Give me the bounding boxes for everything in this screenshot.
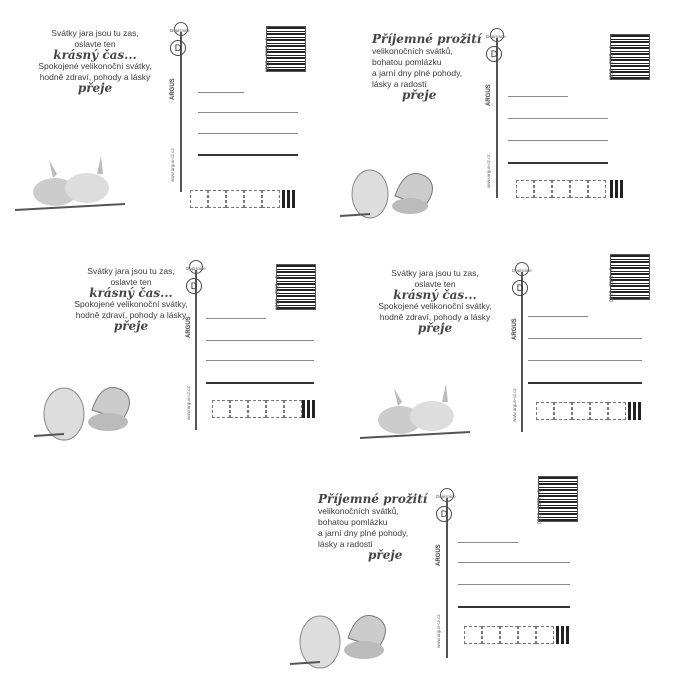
product-code: 0812 - 0509 - 4 bbox=[265, 38, 271, 72]
greeting-line: přeje bbox=[113, 319, 149, 333]
product-code: 0812 - 0509 - 4 bbox=[609, 46, 615, 80]
zip-box bbox=[590, 402, 608, 420]
greeting-line: velikonočních svátků, bbox=[372, 46, 453, 56]
address-line bbox=[198, 133, 298, 134]
brand-logo: ARGUS bbox=[486, 84, 492, 106]
zip-box bbox=[516, 180, 534, 198]
zip-box bbox=[482, 626, 500, 644]
website: www.argus-cz.cz bbox=[486, 154, 491, 188]
greeting-line: lásky a radosti bbox=[318, 539, 373, 549]
greeting-line: Svátky jara jsou tu zas, bbox=[51, 28, 139, 38]
greeting-line: krásný čas... bbox=[89, 286, 173, 300]
greeting-line: krásný čas... bbox=[393, 288, 477, 302]
address-line bbox=[206, 382, 314, 384]
stamp-d-icon: D bbox=[186, 278, 202, 294]
postcard-2 bbox=[362, 28, 652, 228]
zip-box bbox=[534, 180, 552, 198]
postcard-5 bbox=[290, 488, 580, 688]
address-line bbox=[528, 360, 642, 361]
stamp-label: Dopisnice bbox=[512, 268, 532, 273]
zip-box bbox=[230, 400, 248, 418]
address-line bbox=[508, 140, 608, 141]
zip-box bbox=[190, 190, 208, 208]
bar-mark bbox=[628, 402, 631, 420]
address-line bbox=[508, 96, 568, 97]
zip-box bbox=[608, 402, 626, 420]
barcode-icon bbox=[538, 476, 578, 522]
address-line bbox=[458, 606, 570, 608]
stamp-d-icon: D bbox=[512, 280, 528, 296]
website: www.argus-cz.cz bbox=[436, 614, 441, 648]
bar-mark bbox=[633, 402, 636, 420]
divider-line bbox=[496, 38, 498, 198]
postcard-4 bbox=[360, 262, 650, 462]
barcode-icon bbox=[276, 264, 316, 310]
zip-box bbox=[570, 180, 588, 198]
greeting-line: a jarní dny plné pohody, bbox=[372, 68, 463, 78]
zip-box bbox=[248, 400, 266, 418]
brand-logo: ARGUS bbox=[436, 544, 442, 566]
greeting-line: Spokojené velikonoční svátky, bbox=[378, 301, 492, 311]
address-line bbox=[198, 112, 298, 113]
greeting-line: oslavte ten bbox=[74, 39, 116, 49]
stamp-label: Dopisnice bbox=[186, 266, 206, 271]
greeting-line: přeje bbox=[417, 321, 453, 335]
brand-logo: ARGUS bbox=[512, 318, 518, 340]
brand-logo: ARGUS bbox=[170, 78, 176, 100]
greeting-text bbox=[372, 34, 522, 101]
greeting-line: hodně zdraví, pohody a lásky bbox=[75, 310, 187, 320]
bar-mark bbox=[610, 180, 613, 198]
address-line bbox=[206, 318, 266, 319]
divider-line bbox=[446, 498, 448, 658]
stamp-label: Dopisnice bbox=[486, 34, 506, 39]
zip-box bbox=[208, 190, 226, 208]
website: www.argus-cz.cz bbox=[186, 386, 191, 420]
zip-box bbox=[536, 402, 554, 420]
greeting-text bbox=[20, 28, 170, 94]
greeting-line: hodně zdraví, pohody a lásky bbox=[39, 72, 151, 82]
bunnies-icon bbox=[360, 380, 480, 450]
greeting-line: Spokojené velikonoční svátky, bbox=[38, 61, 152, 71]
address-line bbox=[458, 584, 570, 585]
zip-box bbox=[518, 626, 536, 644]
greeting-line: oslavte ten bbox=[110, 277, 152, 287]
greeting-line: hodně zdraví, pohody a lásky bbox=[379, 312, 491, 322]
greeting-line: přeje bbox=[368, 548, 403, 562]
address-line bbox=[198, 92, 244, 93]
stamp-d-icon: D bbox=[170, 40, 186, 56]
zip-box bbox=[226, 190, 244, 208]
hen-egg-icon bbox=[34, 370, 154, 450]
bar-mark bbox=[556, 626, 559, 644]
greeting-line: Svátky jara jsou tu zas, bbox=[87, 266, 175, 276]
greeting-line: přeje bbox=[77, 81, 113, 95]
zip-box bbox=[284, 400, 302, 418]
divider-line bbox=[521, 272, 523, 432]
greeting-line: krásný čas... bbox=[53, 48, 137, 62]
zip-box bbox=[464, 626, 482, 644]
zip-box bbox=[500, 626, 518, 644]
address-line bbox=[206, 340, 314, 341]
greeting-line: a jarní dny plné pohody, bbox=[318, 528, 409, 538]
barcode-icon bbox=[610, 254, 650, 300]
barcode-icon bbox=[610, 34, 650, 80]
bunnies-icon bbox=[15, 152, 135, 222]
address-line bbox=[198, 154, 298, 156]
address-line bbox=[528, 382, 642, 384]
bar-mark bbox=[566, 626, 569, 644]
zip-box bbox=[536, 626, 554, 644]
greeting-text bbox=[360, 268, 510, 334]
bar-mark bbox=[302, 400, 305, 418]
address-line bbox=[508, 162, 608, 164]
greeting-line: lásky a radosti bbox=[372, 79, 427, 89]
bar-mark bbox=[292, 190, 295, 208]
address-line bbox=[206, 360, 314, 361]
brand-logo: ARGUS bbox=[186, 316, 192, 338]
bar-mark bbox=[615, 180, 618, 198]
zip-box bbox=[262, 190, 280, 208]
address-line bbox=[528, 316, 588, 317]
zip-box bbox=[572, 402, 590, 420]
zip-box bbox=[244, 190, 262, 208]
hen-egg-icon bbox=[290, 598, 410, 678]
greeting-line: Příjemné prožití bbox=[318, 492, 428, 506]
address-line bbox=[458, 542, 518, 543]
greeting-line: bohatou pomlázku bbox=[318, 517, 388, 527]
bar-mark bbox=[561, 626, 564, 644]
stamp-label: Dopisnice bbox=[436, 494, 456, 499]
postcard-1 bbox=[20, 22, 310, 222]
product-code: 0812 - 0509 - 4 bbox=[275, 276, 281, 310]
greeting-line: přeje bbox=[402, 88, 437, 102]
website: www.argus-cz.cz bbox=[512, 388, 517, 422]
zip-box bbox=[588, 180, 606, 198]
greeting-line: oslavte ten bbox=[414, 279, 456, 289]
product-code: 0812 - 0509 - 4 bbox=[537, 490, 543, 524]
greeting-line: Příjemné prožití bbox=[372, 32, 482, 46]
greeting-line: Svátky jara jsou tu zas, bbox=[391, 268, 479, 278]
zip-box bbox=[266, 400, 284, 418]
zip-box bbox=[552, 180, 570, 198]
stamp-d-icon: D bbox=[436, 506, 452, 522]
greeting-line: velikonočních svátků, bbox=[318, 506, 399, 516]
greeting-line: bohatou pomlázku bbox=[372, 57, 442, 67]
divider-line bbox=[180, 32, 182, 192]
zip-box bbox=[554, 402, 572, 420]
bar-mark bbox=[620, 180, 623, 198]
stamp-d-icon: D bbox=[486, 46, 502, 62]
divider-line bbox=[195, 270, 197, 430]
product-code: 0812 - 0509 - 4 bbox=[609, 268, 615, 302]
stamp-label: Dopisnice bbox=[170, 28, 190, 33]
address-line bbox=[528, 338, 642, 339]
hen-egg-icon bbox=[340, 156, 460, 226]
bar-mark bbox=[312, 400, 315, 418]
barcode-icon bbox=[266, 26, 306, 72]
bar-mark bbox=[638, 402, 641, 420]
website: www.argus-cz.cz bbox=[170, 148, 175, 182]
zip-box bbox=[212, 400, 230, 418]
address-line bbox=[458, 562, 570, 563]
bar-mark bbox=[307, 400, 310, 418]
bar-mark bbox=[287, 190, 290, 208]
greeting-line: Spokojené velikonoční svátky, bbox=[74, 299, 188, 309]
address-line bbox=[508, 118, 608, 119]
bar-mark bbox=[282, 190, 285, 208]
postcard-3 bbox=[26, 260, 316, 460]
greeting-text bbox=[56, 266, 206, 332]
